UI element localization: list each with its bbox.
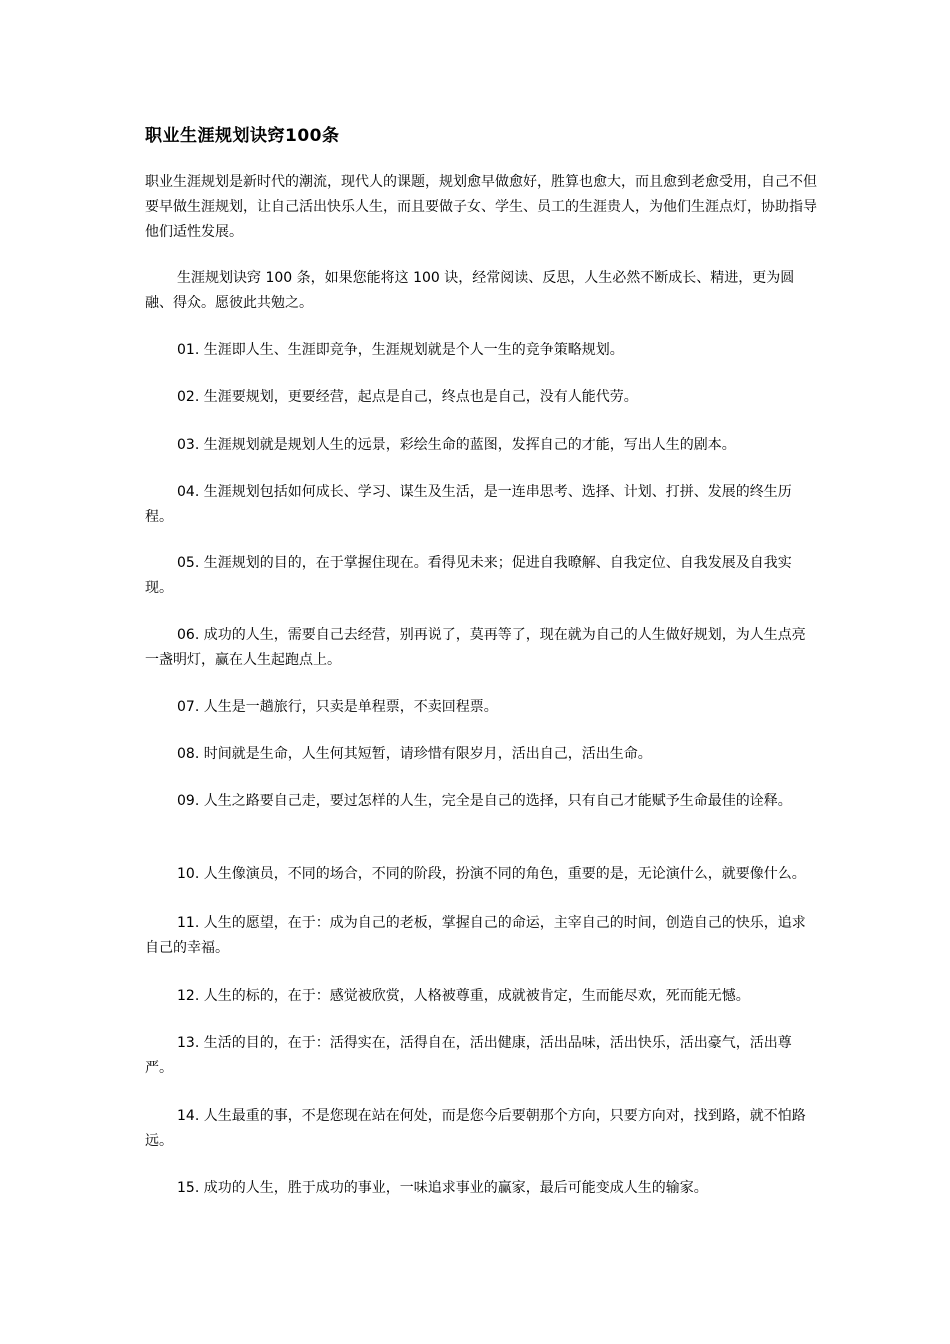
list-item: 03. 生涯规划就是规划人生的远景，彩绘生命的蓝图，发挥自己的才能，写出人生的剧本。 <box>177 437 736 453</box>
list-item: 05. 生涯规划的目的，在于掌握住现在。看得见未来；促进自我暸解、自我定位、自我发展及自我实现。 <box>145 555 792 596</box>
intro-paragraph: 职业生涯规划是新时代的潮流，现代人的课题，规划愈早做愈好，胜算也愈大，而且愈到老愈受用，自己不但要早做生涯规划，让自己活出快乐人生，而且要做子女、学生、员工的生涯贵人，为他们生涯点灯，协助指导他们适性发展。 <box>145 174 817 240</box>
list-item: 13. 生活的目的，在于：活得实在，活得自在，活出健康，活出品味，活出快乐，活出豪气，活出尊严。 <box>145 1035 792 1076</box>
page-title: 职业生涯规划诀窍100条 <box>145 126 340 146</box>
list-item: 01. 生涯即人生、生涯即竞争，生涯规划就是个人一生的竞争策略规划。 <box>177 342 624 358</box>
list-item: 11. 人生的愿望，在于：成为自己的老板，掌握自己的命运，主宰自己的时间，创造自己的快乐，追求自己的幸福。 <box>145 915 806 956</box>
list-item: 08. 时间就是生命，人生何其短暂，请珍惜有限岁月，活出自己，活出生命。 <box>177 746 652 762</box>
list-item: 06. 成功的人生，需要自己去经营，别再说了，莫再等了，现在就为自己的人生做好规划，为人生点亮一盏明灯，赢在人生起跑点上。 <box>145 627 806 668</box>
list-item: 07. 人生是一趟旅行，只卖是单程票，不卖回程票。 <box>177 699 498 715</box>
lead-paragraph: 生涯规划诀窍 100 条，如果您能将这 100 诀，经常阅读、反思，人生必然不断成长、精进，更为圆融、得众。愿彼此共勉之。 <box>145 270 795 311</box>
list-item: 10. 人生像演员，不同的场合，不同的阶段，扮演不同的角色，重要的是，无论演什么，就要像什么。 <box>177 866 806 882</box>
list-item: 04. 生涯规划包括如何成长、学习、谋生及生活，是一连串思考、选择、计划、打拼、发展的终生历程。 <box>145 484 792 525</box>
list-item: 15. 成功的人生，胜于成功的事业，一味追求事业的赢家，最后可能变成人生的输家。 <box>177 1180 708 1196</box>
list-item: 12. 人生的标的，在于：感觉被欣赏，人格被尊重，成就被肯定，生而能尽欢，死而能无憾。 <box>177 988 750 1004</box>
list-item: 09. 人生之路要自己走，要过怎样的人生，完全是自己的选择，只有自己才能赋予生命最佳的诠释。 <box>177 793 792 809</box>
list-item: 14. 人生最重的事，不是您现在站在何处，而是您今后要朝那个方向，只要方向对，找到路，就不怕路远。 <box>145 1108 806 1149</box>
list-item: 02. 生涯要规划，更要经营，起点是自己，终点也是自己，没有人能代劳。 <box>177 389 638 405</box>
